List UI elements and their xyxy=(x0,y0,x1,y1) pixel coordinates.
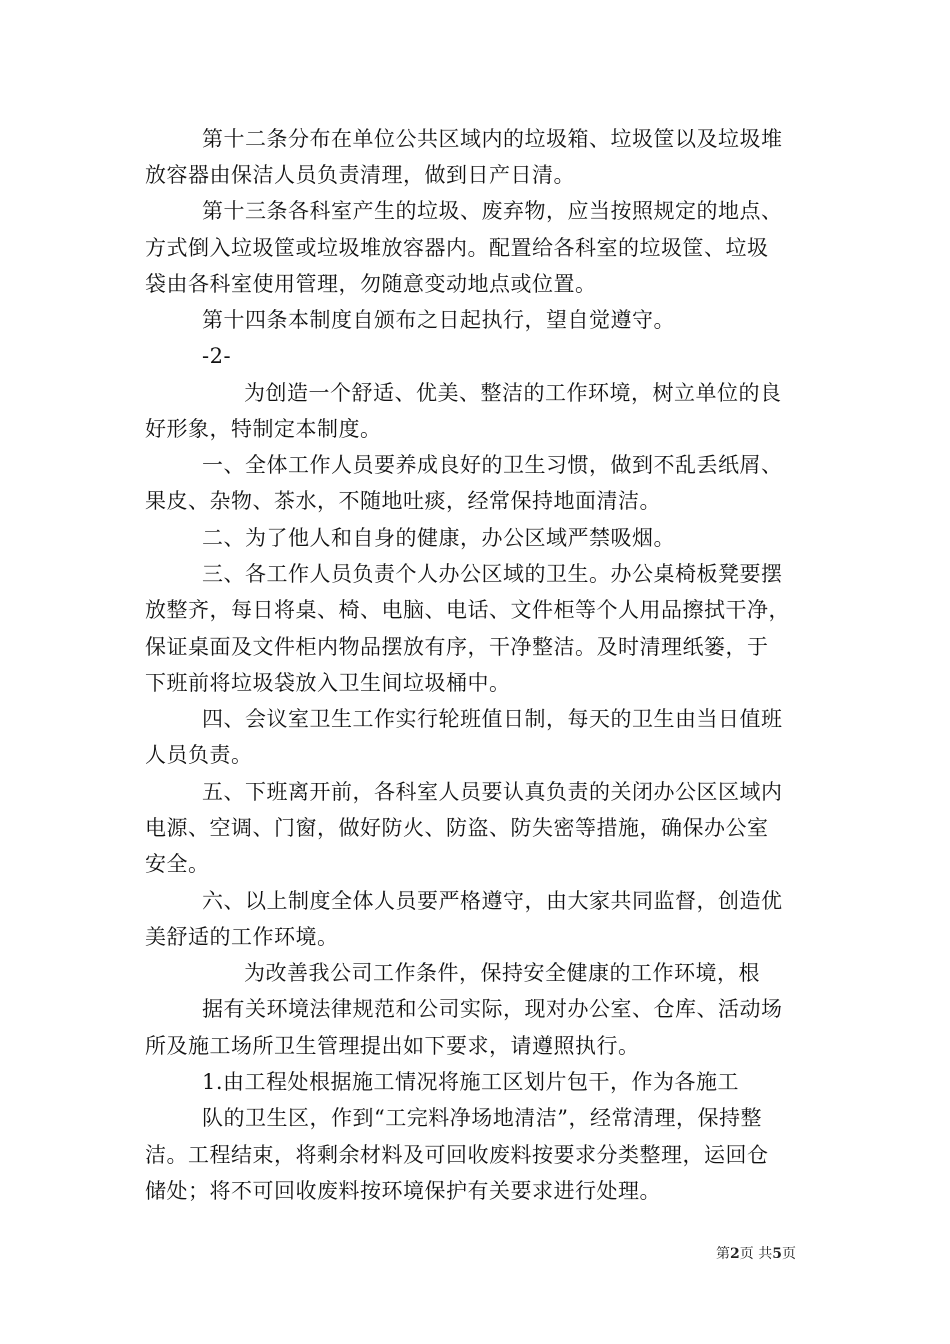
paragraph-line: 洁。工程结束，将剩余材料及可回收废料按要求分类整理，运回仓 xyxy=(145,1143,769,1167)
footer-middle: 页 共 xyxy=(739,1246,773,1262)
page-footer xyxy=(716,1246,796,1262)
paragraph-line: 二、为了他人和自身的健康，办公区域严禁吸烟。 xyxy=(202,526,675,550)
paragraph-line: 电源、空调、门窗，做好防火、防盗、防失密等措施，确保办公室 xyxy=(145,816,769,840)
paragraph-line: 方式倒入垃圾筐或垃圾堆放容器内。配置给各科室的垃圾筐、垃圾 xyxy=(145,236,769,260)
paragraph-line: 1.由工程处根据施工情况将施工区划片包干，作为各施工 xyxy=(202,1070,740,1094)
paragraph-line: 保证桌面及文件柜内物品摆放有序，干净整洁。及时清理纸篓，于 xyxy=(145,635,769,659)
paragraph-line: 三、各工作人员负责个人办公区域的卫生。办公桌椅板凳要摆 xyxy=(202,562,783,586)
paragraph-line: 美舒适的工作环境。 xyxy=(145,925,339,949)
paragraph-line: 五、下班离开前，各科室人员要认真负责的关闭办公区区域内 xyxy=(202,780,783,804)
paragraph-line: 安全。 xyxy=(145,852,210,876)
paragraph-line: 人员负责。 xyxy=(145,743,253,767)
paragraph-line: 据有关环境法律规范和公司实际，现对办公室、仓库、活动场 xyxy=(202,997,783,1021)
paragraph-line: 第十三条各科室产生的垃圾、废弃物，应当按照规定的地点、 xyxy=(202,199,783,223)
paragraph-line: 一、全体工作人员要养成良好的卫生习惯，做到不乱丢纸屑、 xyxy=(202,453,783,477)
footer-suffix: 页 xyxy=(781,1246,796,1262)
page-marker: -2- xyxy=(202,344,232,368)
paragraph-line: 第十二条分布在单位公共区域内的垃圾箱、垃圾筐以及垃圾堆 xyxy=(202,127,783,151)
paragraph-line: 放整齐，每日将桌、椅、电脑、电话、文件柜等个人用品擦拭干净， xyxy=(145,598,790,622)
paragraph-line: 第十四条本制度自颁布之日起执行，望自觉遵守。 xyxy=(202,308,675,332)
paragraph-line: 袋由各科室使用管理，勿随意变动地点或位置。 xyxy=(145,272,597,296)
paragraph-line: 为改善我公司工作条件，保持安全健康的工作环境，根 xyxy=(244,961,760,985)
paragraph-line: 放容器由保洁人员负责清理，做到日产日清。 xyxy=(145,163,575,187)
paragraph-line: 所及施工场所卫生管理提出如下要求，请遵照执行。 xyxy=(145,1034,640,1058)
paragraph-line: 为创造一个舒适、优美、整洁的工作环境，树立单位的良 xyxy=(244,381,782,405)
paragraph-line: 下班前将垃圾袋放入卫生间垃圾桶中。 xyxy=(145,671,511,695)
footer-prefix: 第 xyxy=(716,1246,730,1262)
paragraph-line: 储处；将不可回收废料按环境保护有关要求进行处理。 xyxy=(145,1179,661,1203)
paragraph-line: 队的卫生区，作到“工完料净场地清洁”，经常清理，保持整 xyxy=(202,1106,762,1130)
paragraph-line: 果皮、杂物、茶水，不随地吐痰，经常保持地面清洁。 xyxy=(145,489,661,513)
paragraph-line: 四、会议室卫生工作实行轮班值日制，每天的卫生由当日值班 xyxy=(202,707,783,731)
current-page-number: 2 xyxy=(730,1246,740,1262)
paragraph-line: 六、以上制度全体人员要严格遵守，由大家共同监督，创造优 xyxy=(202,889,783,913)
paragraph-line: 好形象，特制定本制度。 xyxy=(145,417,382,441)
total-pages-number: 5 xyxy=(772,1246,782,1262)
